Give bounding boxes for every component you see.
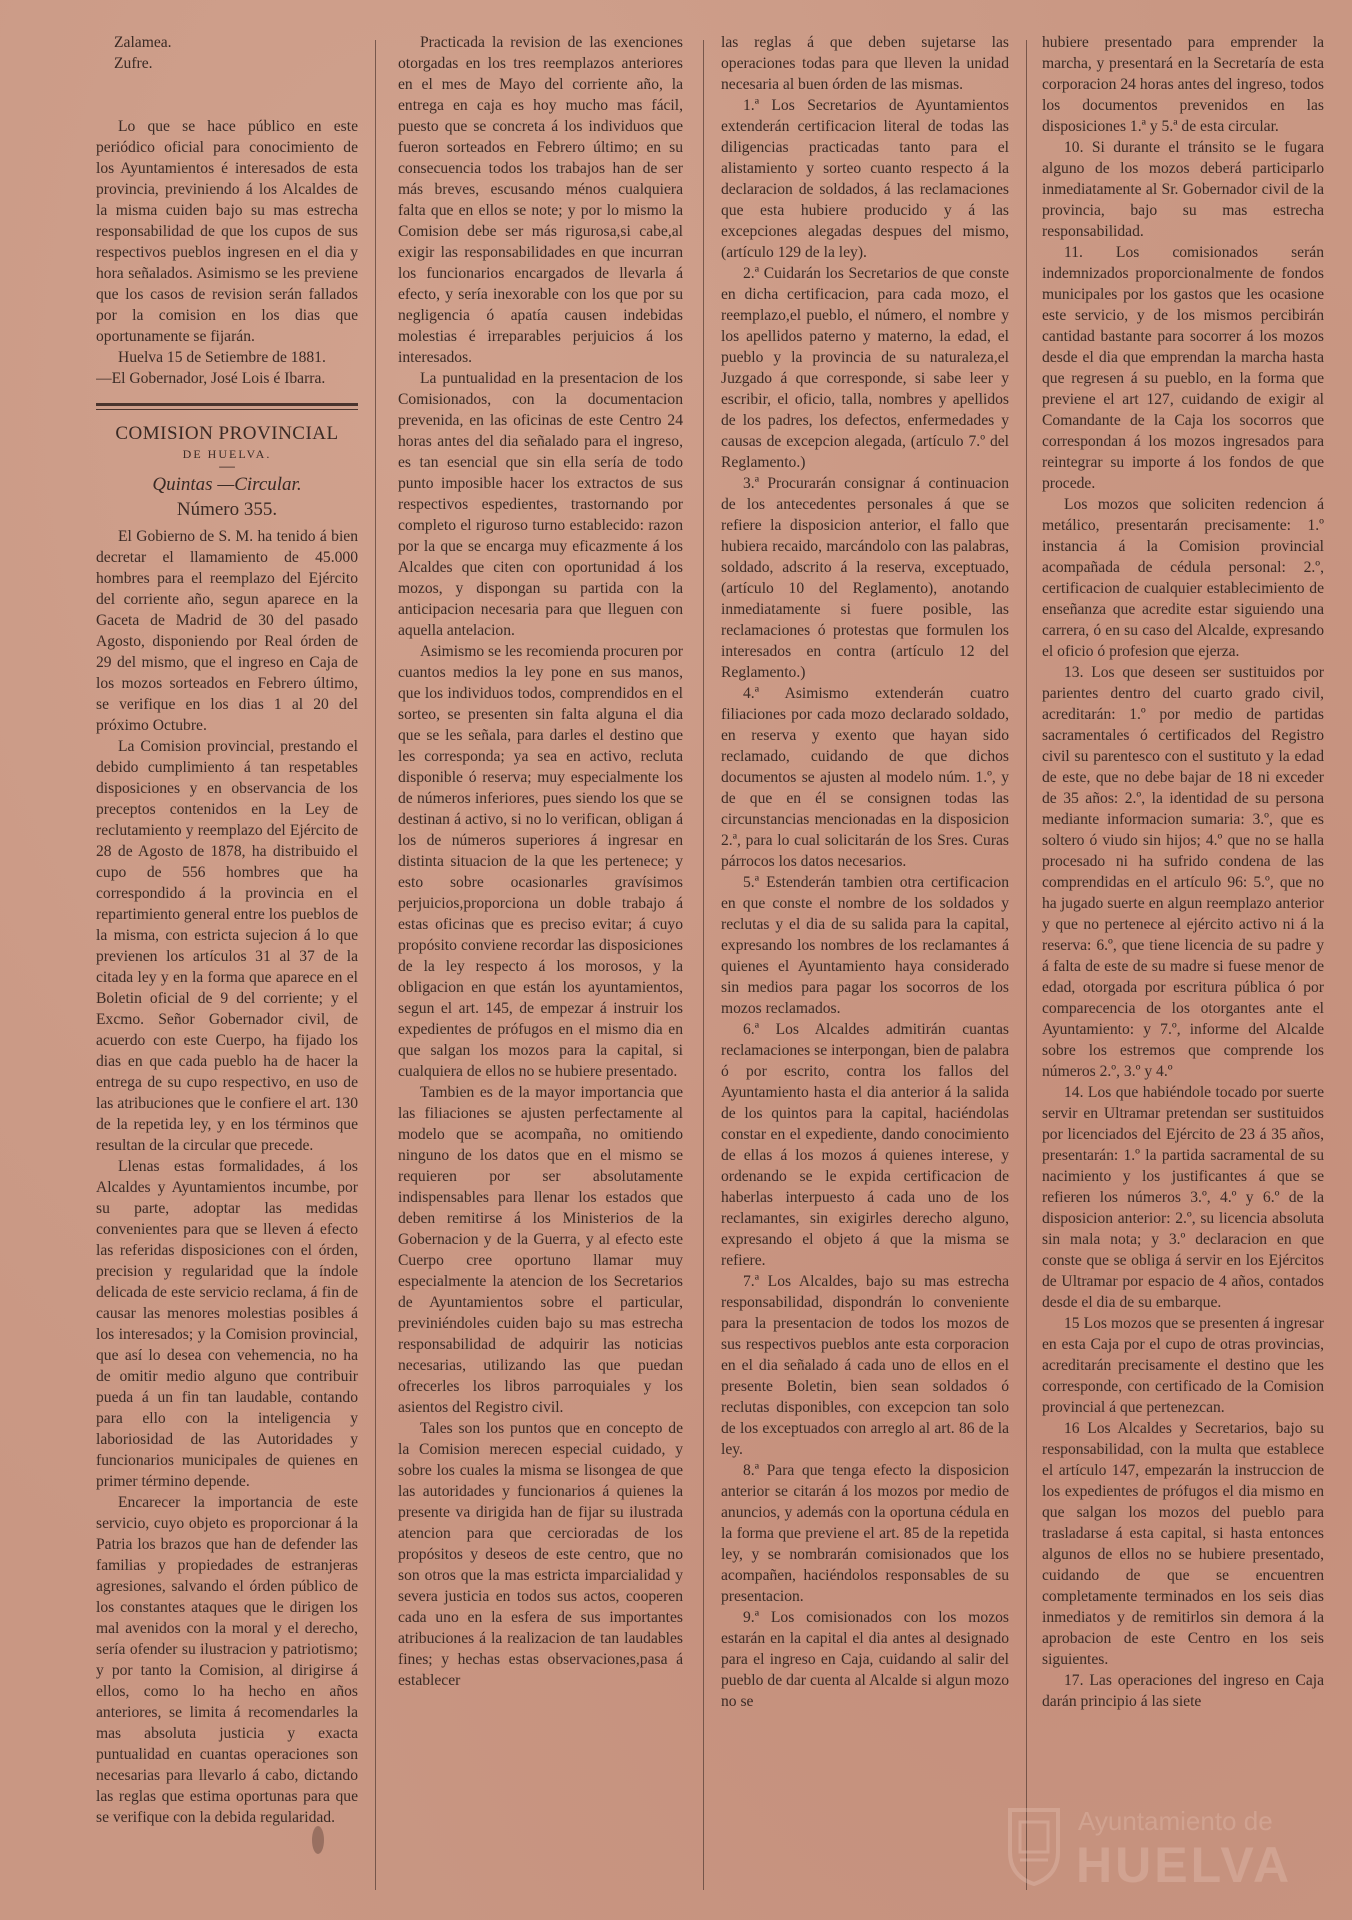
column-rule <box>703 40 704 1890</box>
watermark-line-1: Ayuntamiento de <box>1078 1806 1273 1836</box>
rule-paragraph: 13. Los que deseen ser sustituidos por parientes dentro del cuarto grado civil, acreditarán: 1.º por medio de partidas sacramentales ó certificados del Registro civil su parentesco con el sustituto y la edad de este, que no debe bajar de 18 ni exceder de 35 años: 2.º, la identidad de su persona mediante informacion sumaria: 3.º, que es soltero ó viudo sin hijos; 4.º que no se halla procesado ni ha sufrido condena de las comprendidas en el artículo 96: 5.º, que no ha jugado suerte en algun reemplazo anterior y que no pertenece al ejército activo ni á la reserva: 6.º, que tiene licencia de su padre y á falta de este de su madre si fuese menor de edad, otorgada por escritura pública ó por comparecencia de los otorgantes ante el Ayuntamiento: y 7.º, informe del Alcalde sobre los estremos que comprende los números 2.º, 3.º y 4.º <box>1042 664 1324 1080</box>
governor-signature: —El Gobernador, José Lois é Ibarra. <box>96 370 326 387</box>
rule-paragraph: 9.ª Los comisionados con los mozos estarán en la capital el dia antes al designado para el ingreso en Caja, cuidando al salir del pueblo de dar cuenta al Alcalde si algun mozo no se <box>721 1609 1009 1710</box>
spacer <box>96 74 358 116</box>
rule-paragraph: 16 Los Alcaldes y Secretarios, bajo su responsabilidad, con la multa que establece el artículo 147, empezarán la instruccion de los expedientes de prófugos el dia mismo en que salgan los mozos del pueblo para trasladarse á esta capital, si hasta entonces algunos de ellos no se hubiere presentado, cuidando de que se encuentren completamente terminados en los seis dias inmediatos y de remitirlos sin demora á la aprobacion de este Centro en los seis siguientes. <box>1042 1420 1324 1668</box>
body-paragraph: hubiere presentado para emprender la marcha, y presentará en la Secretaría de esta corporacion 24 horas antes del ingreso, todos los documentos prevenidos en las disposiciones 1.ª y 5.ª de esta circular. <box>1042 34 1324 135</box>
column-rule <box>375 40 376 1890</box>
body-paragraph: Practicada la revision de las exenciones otorgadas en los tres reemplazos anteriores en el mes de Mayo del corriente año, la entrega en caja es hoy mucho mas fácil, puesto que se concreta á los individuos que fueron sorteados en Febrero último; en su consecuencia todos los trabajos han de ser más breves, escusando ménos cualquiera falta que en ellos se note; y por lo mismo la Comision debe ser más rigurosa,si cabe,al exigir las responsabilidades en que incurran los funcionarios encargados de llevarla á efecto, y sería inexorable con los que por su negligencia ó apatía causen indebidas molestias é irreparables perjuicios á los interesados. <box>398 34 683 366</box>
body-paragraph: Tales son los puntos que en concepto de la Comision merecen especial cuidado, y sobre los cuales la misma se lisongea de que las autoridades y funcionarios á quienes la presente va dirigida han de fijar su ilustrada atencion para que cercioradas de los propósitos y deseos de este centro, que no son otros que la mas estricta imparcialidad y severa justicia en todos sus actos, cooperen cada uno en la esfera de sus importantes atribuciones á la realizacion de tan laudables fines; y hechas estas observaciones,pasa á establecer <box>398 1420 683 1689</box>
rule-paragraph: Los mozos que soliciten redencion á metálico, presentarán precisamente: 1.º instancia á la Comision provincial acompañada de cédula personal: 2.º, certificacion de cualquier establecimiento de enseñanza que acredite estar siguiendo una carrera, ó en su caso del Alcalde, expresando el oficio ó profesion que ejerza. <box>1042 496 1324 660</box>
body-paragraph: La Comision provincial, prestando el debido cumplimiento á tan respetables disposiciones y en observancia de los preceptos contenidos en la Ley de reclutamiento y reemplazo del Ejército de 28 de Agosto de 1878, ha distribuido el cupo de 556 hombres que ha correspondido á la provincia en el repartimiento general entre los pueblos de la misma, con estricta sujecion á lo que previenen los artículos 31 al 37 de la citada ley y en la forma que aparece en el Boletin oficial de 9 del corriente; y el Excmo. Señor Gobernador civil, de acuerdo con este Cuerpo, ha fijado los dias en que cada pueblo ha de hacer la entrega de su cupo respectivo, en uso de las atribuciones que le confiere el art. 130 de la repetida ley, y en los términos que resultan de la circular que precede. <box>96 738 358 1154</box>
intro-paragraph: Lo que se hace público en este periódico oficial para conocimiento de los Ayuntamientos é interesados de esta provincia, previniendo á los Alcaldes de la misma cuiden bajo su mas estrecha responsabilidad de que los cupos de sus respectivos pueblos ingresen en el dia y hora señalados. Asimismo se les previene que los casos de revision serán fallados por la comision en los dias que oportunamente se fijarán. <box>96 118 358 345</box>
column-2 <box>398 32 683 1894</box>
rule-paragraph: 17. Las operaciones del ingreso en Caja darán principio á las siete <box>1042 1672 1324 1710</box>
section-rule <box>96 403 358 410</box>
rule-paragraph: 15 Los mozos que se presenten á ingresar en esta Caja por el cupo de otras provincias, acreditarán precisamente el destino que les corresponde, con certificado de la Comision provincial á que pertenezcan. <box>1042 1315 1324 1416</box>
rule-paragraph: 2.ª Cuidarán los Secretarios de que conste en dicha certificacion, para cada mozo, el reemplazo,el pueblo, el número, el nombre y los apellidos paterno y materno, la edad, el pueblo y la provincia de su naturaleza,el Juzgado á que corresponde, si sabe leer y escribir, el oficio, talla, nombres y apellidos de los padres, los defectos, enfermedades y causas de excepcion alegada, (artículo 7.º del Reglamento.) <box>721 265 1009 471</box>
circular-number: Número 355. <box>176 499 278 520</box>
section-dash: — <box>219 458 235 475</box>
body-paragraph: las reglas á que deben sujetarse las operaciones todas para que lleven la unidad necesaria al buen órden de las mismas. <box>721 34 1009 93</box>
rule-paragraph: 1.ª Los Secretarios de Ayuntamientos extenderán certificacion literal de todas las diligencias practicadas tanto para el alistamiento y sorteo cuanto respecto á la declaracion de soldados, á las reclamaciones que esta hubiere producido y á las excepciones alegadas despues del mismo, (artículo 129 de la ley). <box>721 97 1009 261</box>
watermark-line-2: HUELVA <box>1076 1837 1293 1893</box>
body-paragraph: El Gobierno de S. M. ha tenido á bien decretar el llamamiento de 45.000 hombres para el reemplazo del Ejército del corriente año, segun aparece en la Gaceta de Madrid de 30 del pasado Agosto, disponiendo por Real órden de 29 del mismo, que el ingreso en Caja de los mozos sorteados en Febrero último, se verifique en los dias 1 al 20 del próximo Octubre. <box>96 528 358 734</box>
column-rule <box>1026 40 1027 1890</box>
coat-of-arms-icon <box>1006 1804 1062 1886</box>
signature-line: Zalamea. <box>114 34 172 51</box>
signature-line: Zufre. <box>114 55 153 72</box>
body-paragraph: La puntualidad en la presentacion de los Comisionados, con la documentacion prevenida, en las oficinas de este Centro 24 horas antes del dia señalado para el ingreso, es tan esencial que sin ella sería de todo punto imposible hacer los extractos de sus respectivos espedientes, trastornando por completo el riguroso turno establecido: razon por la que se encarga muy eficazmente á los Alcaldes que citen con oportunidad á los mozos, y dispongan su partida con la anticipacion necesaria para que lleguen con aquella antelacion. <box>398 370 683 639</box>
archive-watermark <box>1006 1796 1326 1896</box>
section-subtitle: DE HUELVA. <box>182 447 272 461</box>
body-paragraph: Encarecer la importancia de este servicio, cuyo objeto es proporcionar á la Patria los brazos que han de defender las familias y propiedades de estranjeras agresiones, salvando el órden público de los constantes ataques que le dirigen los mal avenidos con la moral y el derecho, sería ofender su ilustracion y patriotismo; y por tanto la Comision, al dirigirse á ellos, como lo ha hecho en años anteriores, se limita á recomendarles la mas absoluta justicia y exacta puntualidad en cuantas operaciones son necesarias para llevarlo á cabo, dictando las reglas que estima oportunas para que se verifique con la debida regularidad. <box>96 1494 358 1826</box>
body-paragraph: Asimismo se les recomienda procuren por cuantos medios la ley pone en sus manos, que los individuos todos, comprendidos en el sorteo, se presenten sin falta alguna el dia que se les señala, para darles el destino que les corresponda; ya sea en activo, recluta disponible ó reserva; muy especialmente los de números inferiores, pues siendo los que se destinan á activo, si no lo verifican, obligan á los de números superiores á ingresar en distinta situacion de la que les pertenece; y esto sobre ocasionarles gravísimos perjuicios,proporciona un doble trabajo á estas oficinas que es preciso evitar; á cuyo propósito conviene recordar las disposiciones de la ley respecto á los morosos, y la obligacion en que están los ayuntamientos, segun el art. 145, de empezar á instruir los expedientes de prófugos en el mismo dia en que salgan los mozos para la capital, si cualquiera de ellos no se hubiere presentado. <box>398 643 683 1080</box>
rule-paragraph: 8.ª Para que tenga efecto la disposicion anterior se citarán á los mozos por medio de anuncios, y además con la oportuna cédula en la forma que previene el art. 85 de la repetida ley, y se nombrarán comisionados que los acompañen, haciéndolos responsables de su presentacion. <box>721 1462 1009 1605</box>
section-title: COMISION PROVINCIAL <box>115 423 339 444</box>
body-paragraph: Tambien es de la mayor importancia que las filiaciones se ajusten perfectamente al modelo que se acompaña, no omitiendo ninguno de los datos que en el mismo se requieren por ser absolutamente indispensables para llenar los estados que deben remitirse á los Ministerios de la Gobernacion y de la Guerra, y al efecto este Cuerpo cree oportuno llamar muy especialmente la atencion de los Secretarios de Ayuntamientos sobre el particular, previniéndoles cuiden bajo su mas estrecha responsabilidad de adquirir las noticias necesarias, utilizando las que puedan ofrecerles los libros parroquiales y los asientos del Registro civil. <box>398 1084 683 1416</box>
rule-paragraph: 5.ª Estenderán tambien otra certificacion en que conste el nombre de los soldados y reclutas y el dia de su salida para la capital, expresando los nombres de los reclamantes á quienes el Ayuntamiento haya considerado sin medios para pagar los socorros de los mozos reclamados. <box>721 874 1009 1017</box>
column-4 <box>1042 32 1324 1894</box>
rule-paragraph: 11. Los comisionados serán indemnizados proporcionalmente de fondos municipales por los gastos que les ocasione este servicio, y de los mismos percibirán cantidad bastante para socorrer á los mozos desde el dia que emprendan la marcha hasta que regresen á su pueblo, en la forma que previene el art 127, cuidando de exigir al Comandante de la Caja los socorros que correspondan á los mozos ingresados para reintegrar su importe á los fondos de que procede. <box>1042 244 1324 492</box>
circular-title: Quintas —Circular. <box>152 474 302 495</box>
date-line: Huelva 15 de Setiembre de 1881. <box>118 349 326 366</box>
rule-paragraph: 7.ª Los Alcaldes, bajo su mas estrecha responsabilidad, dispondrán lo conveniente para la presentacion de todos los mozos de sus respectivos pueblos ante esta corporacion en el dia señalado á cada uno de ellos en el presente Boletin, bien sean soldados ó reclutas disponibles, con excepcion tan solo de los exceptuados con arreglo al art. 86 de la ley. <box>721 1273 1009 1458</box>
column-1 <box>96 32 358 1894</box>
column-3 <box>721 32 1009 1894</box>
rule-paragraph: 10. Si durante el tránsito se le fugara alguno de los mozos deberá participarlo inmediatamente al Sr. Gobernador civil de la provincia, bajo su mas estrecha responsabilidad. <box>1042 139 1324 240</box>
rule-paragraph: 14. Los que habiéndole tocado por suerte servir en Ultramar pretendan ser sustituidos por licenciados del Ejército de 23 á 35 años, presentarán: 1.º la partida sacramental de su nacimiento y los justificantes á que se refieren los números 3.º, 4.º y 6.º de la disposicion anterior: 2.º, su licencia absoluta sin mala nota; y 3.º declaracion en que conste que se obliga á servir en los Ejércitos de Ultramar por espacio de 4 años, contados desde el dia de su embarque. <box>1042 1084 1324 1311</box>
rule-paragraph: 3.ª Procurarán consignar á continuacion de los antecedentes personales á que se refiere la disposicion anterior, el fallo que hubiera recaido, marcándolo con las palabras, soldado, adscrito á la reserva, exceptuado, (artículo 10 del Reglamento), anotando inmediatamente si fuere posible, las reclamaciones ó protestas que formulen los interesados en contra (artículo 12 del Reglamento.) <box>721 475 1009 681</box>
rule-paragraph: 6.ª Los Alcaldes admitirán cuantas reclamaciones se interpongan, bien de palabra ó por escrito, contra los fallos del Ayuntamiento hasta el dia anterior á la salida de los quintos para la capital, haciéndolas constar en el expediente, dando conocimiento de ellas á los mozos á quienes interese, y ordenando se le expida certificacion de haberlas interpuesto á cada uno de los reclamantes, sin exigirles derecho alguno, expresando el objeto á que la misma se refiere. <box>721 1021 1009 1269</box>
body-paragraph: Llenas estas formalidades, á los Alcaldes y Ayuntamientos incumbe, por su parte, adoptar las medidas convenientes para que se lleven á efecto las referidas disposiciones con el órden, precision y regularidad que la índole delicada de este servicio reclama, á fin de causar las menores molestias posibles á los interesados; y la Comision provincial, que así lo desea con vehemencia, no ha de omitir medio alguno que contribuir pueda á un fin tan laudable, contando para ello con la inteligencia y laboriosidad de las Autoridades y funcionarios municipales de quienes en primer término depende. <box>96 1158 358 1490</box>
rule-paragraph: 4.ª Asimismo extenderán cuatro filiaciones por cada mozo declarado soldado, en reserva y exento que hayan sido reclamado, cuidando de que dichos documentos se ajusten al modelo núm. 1.º, y de que en él se consignen todas las circunstancias mencionadas en la disposicion 2.ª, para lo cual solicitarán de los Sres. Curas párrocos los datos necesarios. <box>721 685 1009 870</box>
ink-blot <box>312 1826 324 1854</box>
